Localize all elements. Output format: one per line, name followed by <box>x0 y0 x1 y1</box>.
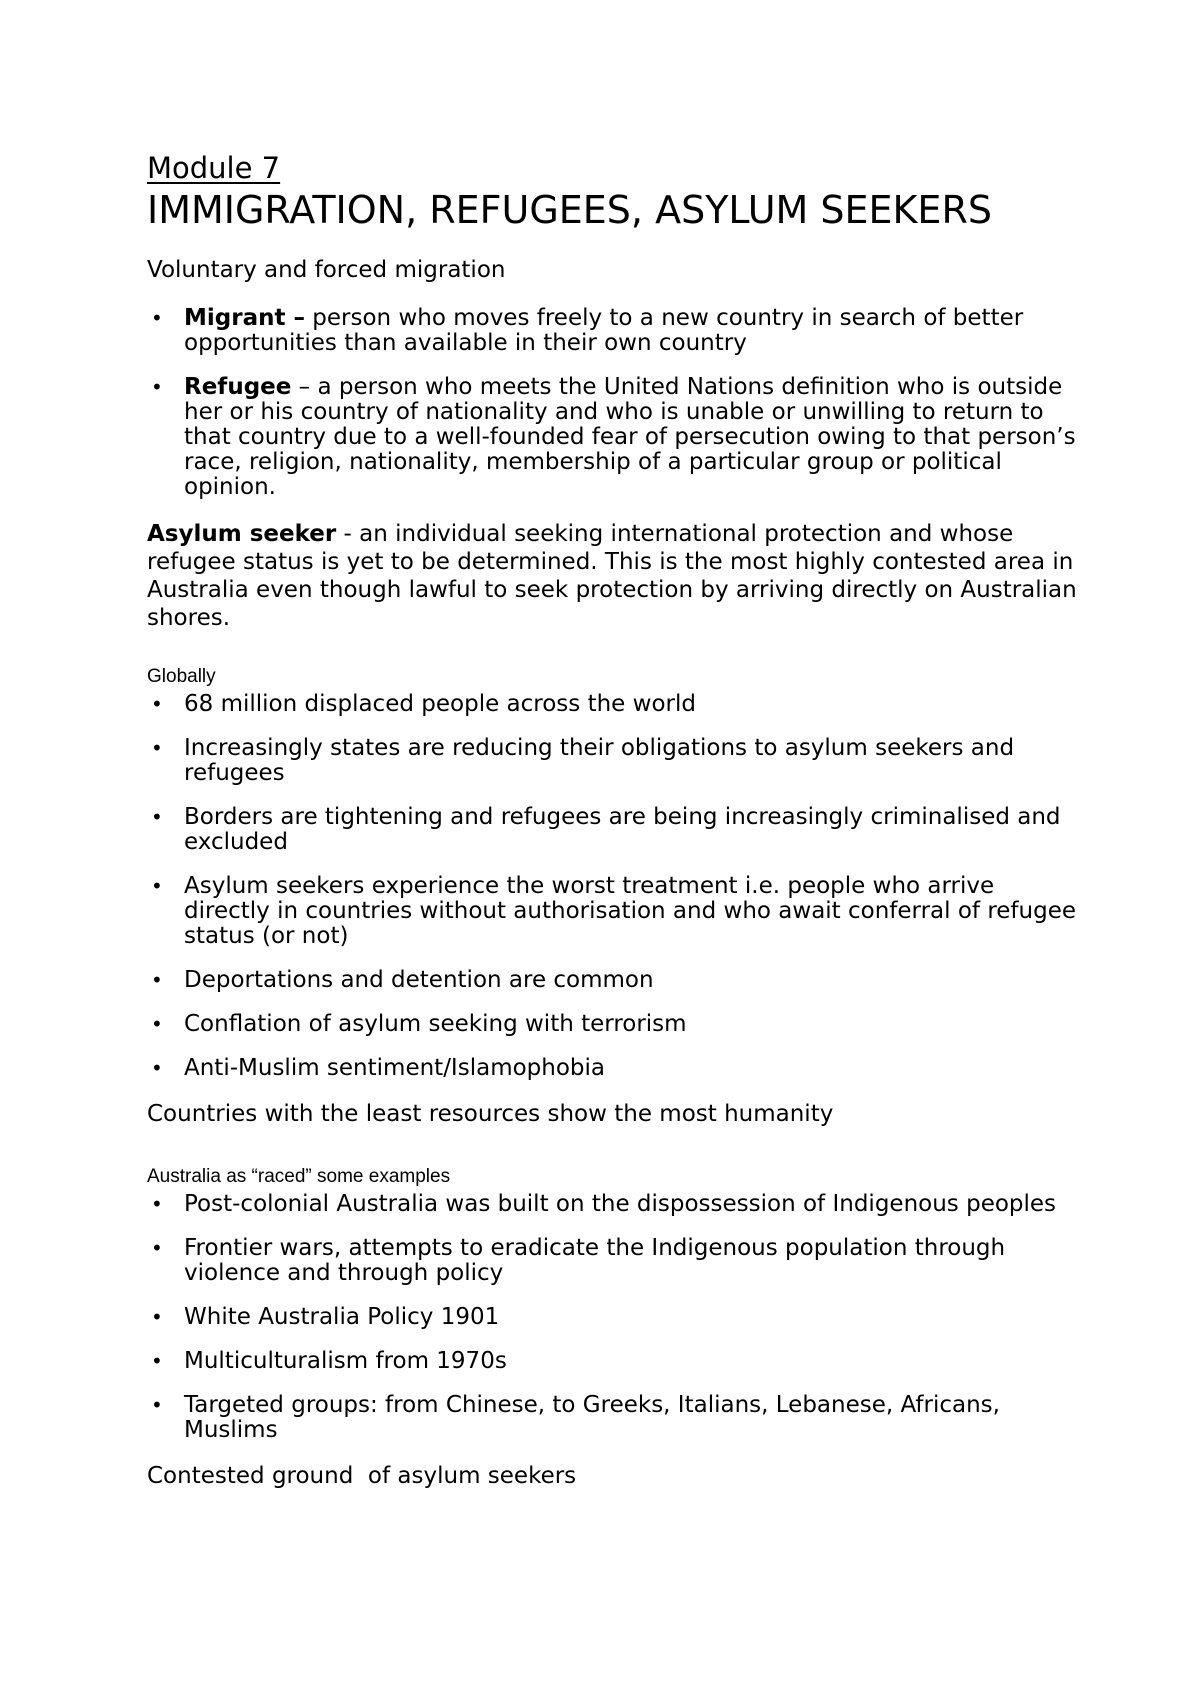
globally-list <box>147 692 1077 1081</box>
australia-list <box>147 1192 1077 1443</box>
definition-asylum-seeker: - an individual seeking international protection and whose refugee status is yet to be determined. This is the most highly contested area in Australia even though lawful to seek protection by arriving directly on Australian shores. <box>147 521 1077 631</box>
list-item: • Post-colonial Australia was built on the dispossession of Indigenous peoples <box>151 1191 1057 1217</box>
list-item: • Borders are tightening and refugees are being increasingly criminalised and excluded <box>151 804 1061 855</box>
list-item: • Conflation of asylum seeking with terrorism <box>151 1011 687 1037</box>
section-heading-australia: Australia as “raced” some examples <box>147 1166 451 1187</box>
list-item: • 68 million displaced people across the world <box>151 691 696 717</box>
definitions-list <box>147 306 1077 500</box>
bullet-icon: • <box>151 968 163 992</box>
document-page <box>147 150 1077 1524</box>
bullet-icon: • <box>151 1305 163 1329</box>
list-item: • Asylum seekers experience the worst treatment i.e. people who arrive directly in countries without authorisation and who await conferral of refugee status (or not) <box>151 873 1077 949</box>
bullet-icon: • <box>151 736 163 760</box>
list-item: • Frontier wars, attempts to eradicate the Indigenous population through violence and through policy <box>151 1235 1006 1286</box>
list-item: • Deportations and detention are common <box>151 967 654 993</box>
globally-closing-paragraph: Countries with the least resources show the most humanity <box>147 1101 834 1127</box>
bullet-icon: • <box>151 1056 163 1080</box>
bullet-icon: • <box>151 805 163 829</box>
bullet-icon: • <box>151 692 163 716</box>
list-item-refugee <box>147 375 1077 500</box>
term-migrant: Migrant – <box>184 305 305 331</box>
bullet-icon: • <box>151 874 163 898</box>
definition-migrant: person who moves freely to a new country in search of better opportunities than available in their own country <box>184 305 1024 356</box>
list-item: • Anti-Muslim sentiment/Islamophobia <box>151 1055 605 1081</box>
list-item: • Targeted groups: from Chinese, to Greeks, Italians, Lebanese, Africans, Muslims <box>151 1392 1000 1443</box>
bullet-icon: • <box>151 1349 163 1373</box>
asylum-seeker-paragraph <box>147 520 1077 632</box>
list-item: • Multiculturalism from 1970s <box>151 1348 507 1374</box>
definition-refugee: – a person who meets the United Nations definition who is outside her or his country of nationality and who is unable or unwilling to return to that country due to a well-founded fear of persecution owing to that person’s race, religion, nationality, membership of a particular group or political opinion. <box>184 374 1076 500</box>
list-item-migrant <box>147 306 1077 356</box>
section-heading-globally: Globally <box>147 666 216 687</box>
page-title: IMMIGRATION, REFUGEES, ASYLUM SEEKERS <box>147 188 992 232</box>
section-heading-voluntary: Voluntary and forced migration <box>147 257 506 283</box>
bullet-icon: • <box>151 1192 163 1216</box>
term-asylum-seeker: Asylum seeker <box>147 521 337 547</box>
australia-closing-paragraph: Contested ground of asylum seekers <box>147 1463 577 1489</box>
bullet-icon: • <box>151 375 163 399</box>
bullet-icon: • <box>151 306 163 330</box>
bullet-icon: • <box>151 1012 163 1036</box>
list-item: • White Australia Policy 1901 <box>151 1304 500 1330</box>
module-label: Module 7 <box>147 151 281 185</box>
term-refugee: Refugee <box>184 374 292 400</box>
bullet-icon: • <box>151 1393 163 1417</box>
list-item: • Increasingly states are reducing their obligations to asylum seekers and refugees <box>151 735 1015 786</box>
bullet-icon: • <box>151 1236 163 1260</box>
